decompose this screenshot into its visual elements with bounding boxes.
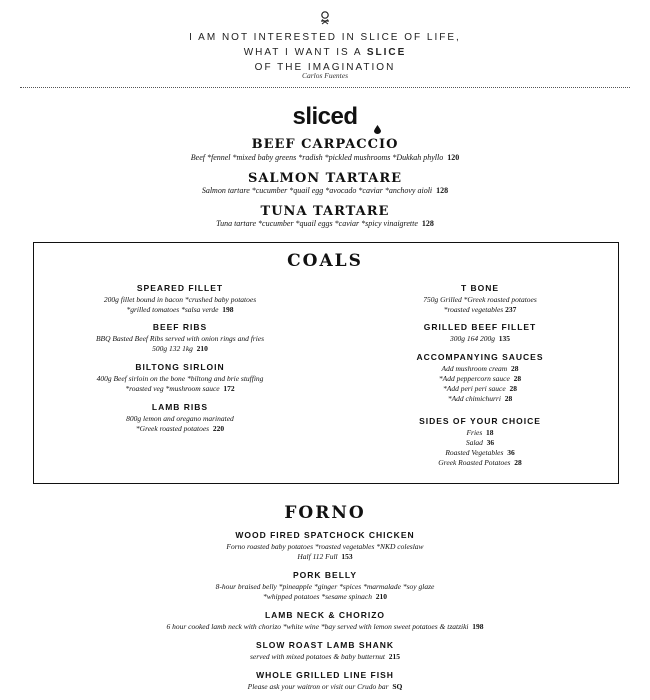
starter-desc-text: Salmon tartare *cucumber *quail egg *avocado *caviar *anchovy aioli: [201, 186, 433, 195]
coals-item: [370, 283, 590, 315]
sides-title: SIDES OF YOUR CHOICE: [419, 416, 541, 426]
side-name: Salad: [465, 438, 483, 447]
coals-item-price: 237: [505, 305, 517, 314]
coals-item-price: 220: [212, 424, 225, 433]
forno-item-desc-2-text: *whipped potatoes *sesame spinach: [263, 592, 372, 601]
sides-section: [370, 416, 590, 468]
coals-item-desc-2: [60, 384, 300, 394]
coals-item-desc-2-text: *Greek roasted potatoes: [135, 424, 210, 433]
sauce-name: *Add chimichurri: [447, 394, 501, 403]
side-name: Roasted Vegetables: [445, 448, 504, 457]
coals-item-desc: 200g fillet bound in bacon *crushed baby potatoes: [103, 295, 257, 304]
side-price: 36: [507, 448, 515, 457]
quote-line-2-text: WHAT I WANT IS A: [243, 47, 367, 58]
side-item: [370, 448, 590, 458]
coals-item-desc-2-text: *roasted veg *mushroom sauce: [125, 384, 220, 393]
side-price: 36: [486, 438, 495, 447]
quote: [0, 30, 650, 75]
forno-item-desc-2: [0, 551, 650, 562]
quote-line-3: OF THE IMAGINATION: [254, 62, 396, 73]
coals-item-price: 172: [223, 384, 235, 393]
logo-mark-icon: [0, 10, 650, 31]
coals-item-price: 210: [196, 344, 208, 353]
forno-item-title: LAMB NECK & CHORIZO: [264, 610, 386, 620]
side-name: Fries: [466, 428, 483, 437]
sauce-price: 28: [509, 384, 517, 393]
forno-item-title: PORK BELLY: [292, 570, 357, 580]
coals-item-desc-2-text: 500g 132 1kg: [152, 344, 193, 353]
forno-item-title: WOOD FIRED SPATCHOCK CHICKEN: [235, 530, 415, 540]
coals-item-desc-2-text: *roasted vegetables: [443, 305, 504, 314]
dotted-divider: [20, 87, 630, 88]
sauce-price: 28: [510, 364, 519, 373]
coals-item-desc-2: [60, 344, 300, 354]
sauce-name: Add mushroom cream: [441, 364, 508, 373]
drop-icon: [374, 125, 381, 134]
coals-item-price: 198: [222, 305, 234, 314]
forno-item-desc-text: 6 hour cooked lamb neck with chorizo *white wine *bay served with lemon sweet potatoes & tzatziki: [166, 622, 469, 631]
coals-item-desc: 400g Beef sirloin on the bone *biltong and brie stuffing: [96, 374, 264, 383]
forno-item-title: WHOLE GRILLED LINE FISH: [256, 670, 394, 680]
sauce-item: [370, 374, 590, 384]
starter-title: TUNA TARTARE: [260, 204, 390, 219]
forno-item-desc-text: served with mixed potatoes & baby butternut: [250, 652, 385, 661]
coals-item-desc-2: [60, 305, 300, 315]
coals-item-title: LAMB RIBS: [151, 402, 209, 412]
side-item: [370, 458, 590, 468]
forno-item-price: 210: [375, 592, 387, 601]
sauce-item: [370, 394, 590, 404]
coals-item-desc: BBQ Basted Beef Ribs served with onion rings and fries: [95, 334, 265, 343]
coals-item-desc-2: [60, 424, 300, 434]
sauce-name: *Add peri peri sauce: [443, 384, 506, 393]
coals-item-price: 135: [498, 334, 510, 343]
forno-item-price: 198: [472, 622, 484, 631]
forno-item-price: SQ: [392, 682, 403, 691]
sauce-price: 28: [513, 374, 522, 383]
side-item: [370, 428, 590, 438]
sauces-title: ACCOMPANYING SAUCES: [416, 352, 544, 362]
forno-item-desc: Forno roasted baby potatoes *roasted vegetables *NKD coleslaw: [226, 542, 424, 551]
quote-author: Carlos Fuentes: [301, 71, 349, 80]
sauce-name: *Add peppercorn sauce: [438, 374, 510, 383]
coals-item-desc-text: 300g 164 200g: [450, 334, 495, 343]
starter-price: 128: [436, 186, 449, 195]
coals-item-desc: [370, 334, 590, 344]
coals-item: [370, 322, 590, 344]
quote-line-2-bold: SLICE: [366, 47, 407, 58]
forno-item-desc-2-text: Half 112 Full: [297, 552, 338, 561]
starter-title: BEEF CARPACCIO: [251, 137, 399, 152]
brand-logo: sliced: [292, 103, 358, 130]
starter-desc-text: Tuna tartare *cucumber *quail eggs *caviar *spicy vinaigrette: [216, 219, 418, 228]
side-price: 18: [486, 428, 494, 437]
coals-item-desc: 800g lemon and oregano marinated: [126, 414, 234, 423]
forno-item-desc: [0, 681, 650, 692]
side-price: 28: [514, 458, 522, 467]
forno-item-price: 215: [388, 652, 400, 661]
forno-item-price: 153: [341, 552, 353, 561]
starter-desc: [0, 219, 650, 228]
coals-item: [60, 283, 300, 315]
forno-item-desc-2: [0, 591, 650, 602]
sauce-item: [370, 384, 590, 394]
sauce-price: 28: [504, 394, 513, 403]
coals-item-desc-2-text: *grilled tomatoes *salsa verde: [126, 305, 219, 314]
side-name: Greek Roasted Potatoes: [438, 458, 511, 467]
quote-line-1: I AM NOT INTERESTED IN SLICE OF LIFE,: [189, 32, 461, 43]
coals-item-desc: 750g Grilled *Greek roasted potatoes: [423, 295, 537, 304]
starter-desc: [0, 186, 650, 195]
starter-desc-text: Beef *fennel *mixed baby greens *radish *pickled mushrooms *Dukkah phyllo: [190, 153, 444, 162]
side-item: [370, 438, 590, 448]
coals-item-title: BEEF RIBS: [152, 322, 208, 332]
forno-item-desc-text: Please ask your waitron or visit our Crudo bar: [247, 682, 389, 691]
coals-item-title: T BONE: [460, 283, 500, 293]
starter-price: 120: [447, 153, 460, 162]
coals-item-title: SPEARED FILLET: [136, 283, 224, 293]
coals-item-title: GRILLED BEEF FILLET: [423, 322, 537, 332]
forno-item-title: SLOW ROAST LAMB SHANK: [255, 640, 395, 650]
forno-item-desc: [0, 651, 650, 662]
coals-title: COALS: [287, 251, 363, 271]
sauces-section: [370, 352, 590, 404]
sauce-item: [370, 364, 590, 374]
quote-line-2: [0, 45, 650, 60]
starter-desc: [0, 153, 650, 162]
starter-title: SALMON TARTARE: [247, 171, 403, 186]
forno-title: FORNO: [284, 503, 366, 523]
coals-item: [60, 322, 300, 354]
starter-price: 128: [421, 219, 434, 228]
coals-item-title: BILTONG SIRLOIN: [135, 362, 225, 372]
coals-item: [60, 402, 300, 434]
coals-item: [60, 362, 300, 394]
forno-item-desc: [0, 621, 650, 632]
forno-item-desc: 8-hour braised belly *pineapple *ginger *spices *marmalade *soy glaze: [215, 582, 435, 591]
coals-item-desc-2: [370, 305, 590, 315]
